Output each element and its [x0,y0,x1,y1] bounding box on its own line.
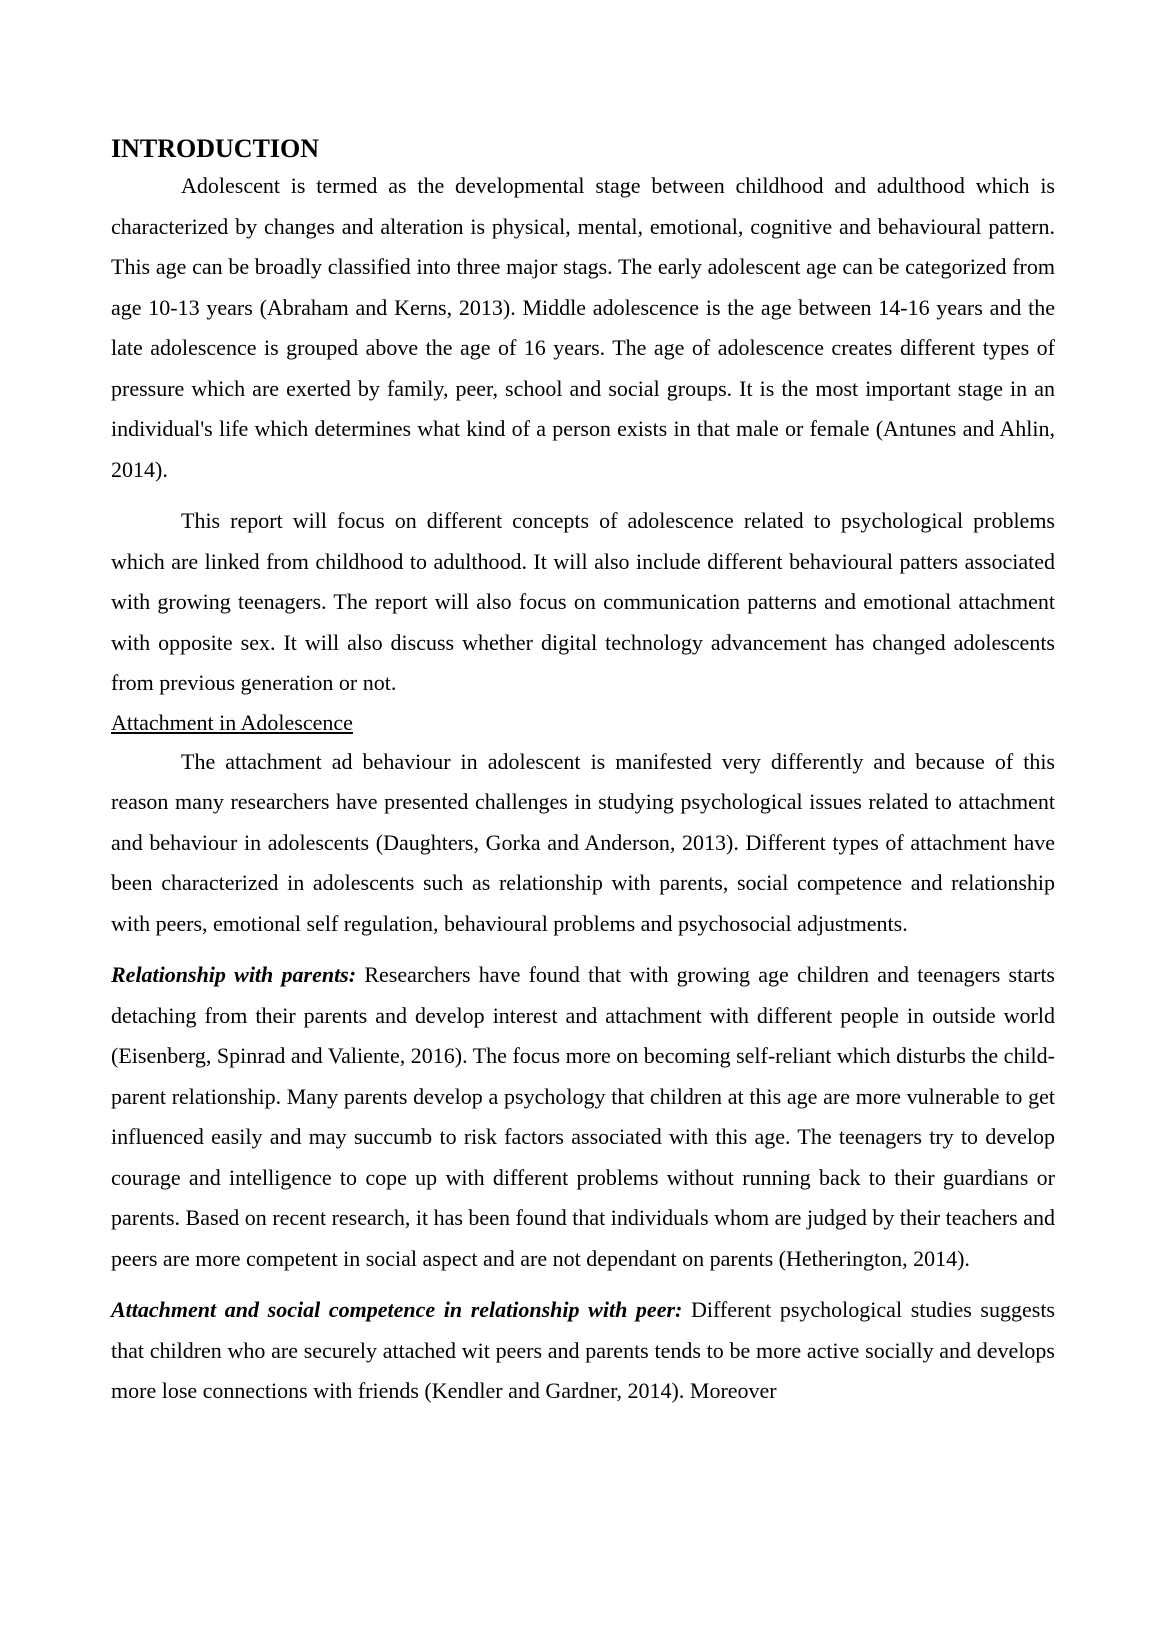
intro-paragraph-2: This report will focus on different concepts of adolescence related to psychological problems which are linked from childhood to adulthood. It will also include different behavioural patters associated with growing teenagers. The report will also focus on communication patterns and emotional attachment with opposite sex. It will also discuss whether digital technology advancement has changed adolescents from previous generation or not. [111,508,1055,695]
introduction-heading: INTRODUCTION [111,134,320,163]
peer-paragraph-text: Different psychological studies suggests that children who are securely attached wit peers and parents tends to be more active socially and develops more lose connections with friends (Kendler and Gardner, 2014). Moreover [111,1297,1055,1403]
peer-lead-label: Attachment and social competence in relationship with peer: [111,1297,683,1322]
attachment-paragraph: The attachment ad behaviour in adolescent is manifested very differently and because of this reason many researchers have presented challenges in studying psychological issues related to attachment and behaviour in adolescents (Daughters, Gorka and Anderson, 2013). Different types of attachment have been characterized in adolescents such as relationship with parents, social competence and relationship with peers, emotional self regulation, behavioural problems and psychosocial adjustments. [111,748,1055,936]
parents-lead-label: Relationship with parents: [111,962,357,987]
parents-paragraph-text: Researchers have found that with growing age children and teenagers starts detaching from their parents and develop interest and attachment with different people in outside world (Eisenberg, Spinrad and Valiente, 2016). The focus more on becoming self-reliant which disturbs the child-parent relationship. Many parents develop a psychology that children at this age are more vulnerable to get influenced easily and may succumb to risk factors associated with this age. The teenagers try to develop courage and intelligence to cope up with different problems without running back to their guardians or parents. Based on recent research, it has been found that individuals whom are judged by their teachers and peers are more competent in social aspect and are not dependant on parents (Hetherington, 2014). [111,962,1055,1271]
attachment-section-title: Attachment in Adolescence [111,709,353,735]
intro-paragraph-1: Adolescent is termed as the developmental stage between childhood and adulthood which is characterized by changes and alteration is physical, mental, emotional, cognitive and behavioural pattern. This age can be broadly classified into three major stags. The early adolescent age can be categorized from age 10-13 years (Abraham and Kerns, 2013). Middle adolescence is the age between 14-16 years and the late adolescence is grouped above the age of 16 years. The age of adolescence creates different types of pressure which are exerted by family, peer, school and social groups. It is the most important stage in an individual's life which determines what kind of a person exists in that male or female (Antunes and Ahlin, 2014). [111,173,1055,482]
parents-paragraph [111,955,1055,1279]
document-body [111,132,1055,1412]
peer-paragraph [111,1290,1055,1412]
